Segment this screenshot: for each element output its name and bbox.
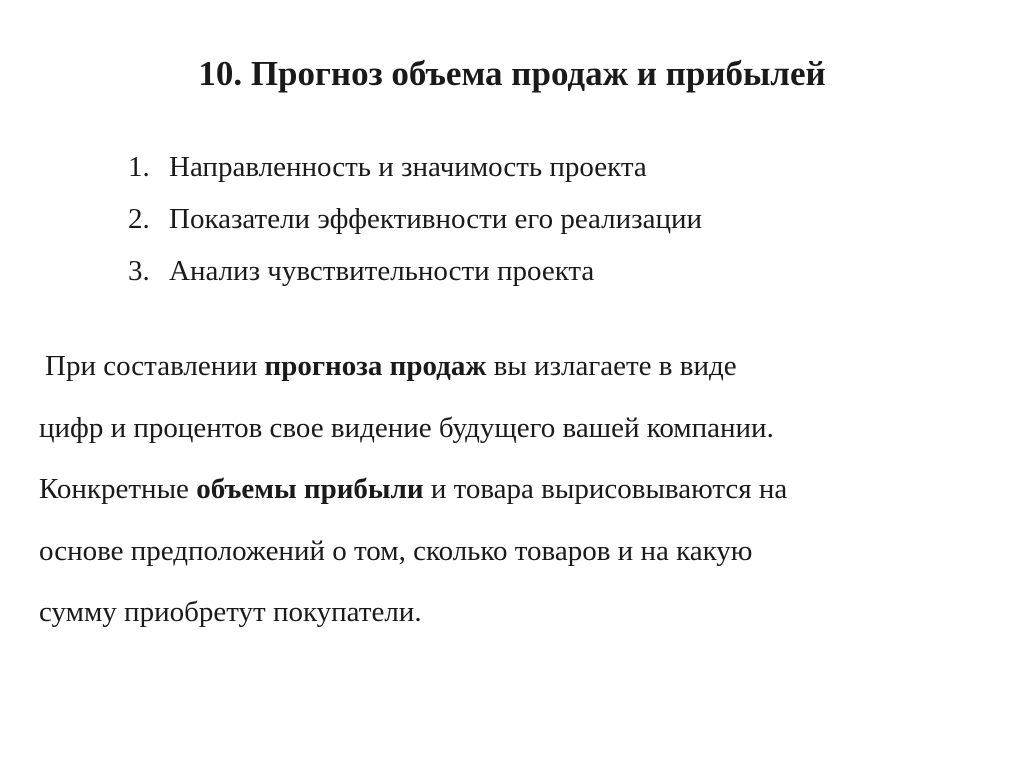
paragraph-line	[39, 336, 999, 398]
paragraph-text: Конкретные	[39, 473, 197, 505]
paragraph-text: При составлении	[45, 350, 265, 382]
list-item	[128, 245, 702, 297]
emphasis-sales-forecast: прогноза продаж	[264, 350, 487, 382]
paragraph-line: цифр и процентов свое видение будущего вашей компании.	[39, 411, 774, 444]
list-item-number: 2.	[128, 203, 150, 235]
list-item-number: 3.	[128, 255, 150, 287]
list-item-text: Показатели эффективности его реализации	[169, 203, 703, 235]
paragraph-text: и товара вырисовываются на	[423, 473, 788, 505]
list-item	[128, 193, 702, 245]
list-item-text: Анализ чувствительности проекта	[169, 255, 595, 287]
emphasis-profit-volume: объемы прибыли	[196, 473, 424, 505]
slide-title: 10. Прогноз объема продаж и прибылей	[198, 54, 826, 93]
body-paragraph	[39, 336, 999, 644]
paragraph-text: вы излагаете в виде	[486, 350, 737, 382]
paragraph-line: сумму приобретут покупатели.	[39, 596, 422, 628]
paragraph-line	[39, 459, 999, 521]
list-item-text: Направленность и значимость проекта	[169, 151, 647, 183]
list-item-number: 1.	[128, 151, 150, 183]
list-item	[128, 141, 702, 193]
numbered-list	[128, 141, 702, 297]
paragraph-line: основе предположений о том, сколько товаров и на какую	[39, 534, 753, 567]
